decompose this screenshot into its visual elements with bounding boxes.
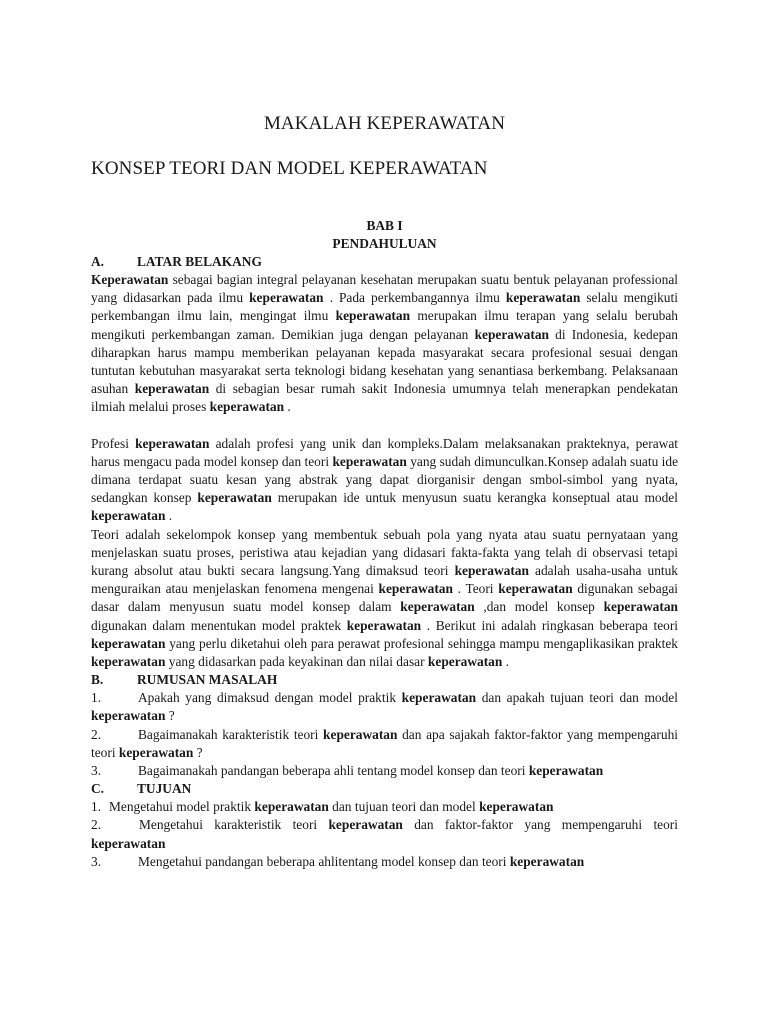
list-number: 1. — [91, 799, 102, 815]
text-run: digunakan sebagai dasar dalam menyusun suatu model konsep dalam — [91, 581, 678, 615]
text-run: . Pada perkembangannya ilmu — [329, 290, 500, 306]
keyword: keperawatan — [474, 326, 549, 342]
text-run: yang didasarkan pada keyakinan dan nilai dasar — [168, 654, 425, 670]
document-title: MAKALAH KEPERAWATAN — [263, 113, 506, 134]
paragraph-latar-belakang-2 — [91, 435, 678, 526]
text-run: di Indonesia, kedepan diharapkan harus mampu memberikan pelayanan kepada masyarakat secara profesional sesuai dengan tuntutan kebutuhan masyarakat serta teknologi bidang kesehatan yang senantiasa berkembang. Pelaksanaan asuhan — [91, 326, 678, 397]
keyword: keperawatan — [400, 599, 475, 615]
keyword: keperawatan — [134, 381, 210, 397]
list-number: 1. — [91, 690, 102, 706]
keyword: keperawatan — [197, 490, 272, 506]
keyword: keperawatan — [323, 726, 398, 742]
text-run: . Teori — [457, 581, 494, 597]
keyword: keperawatan — [335, 308, 411, 324]
text-run: merupakan ilmu terapan yang selalu berubah mengikuti perkembangan zaman. Demikian juga dengan pelayanan — [91, 308, 678, 342]
paragraph-latar-belakang-3 — [91, 526, 678, 672]
text-run: Bagaimanakah karakteristik teori — [138, 726, 319, 742]
keyword: keperawatan — [378, 581, 453, 597]
list-number: 3. — [91, 763, 102, 779]
keyword: keperawatan — [346, 617, 422, 633]
rumusan-item-1 — [91, 689, 678, 725]
text-run: dan tujuan teori dan model — [332, 799, 476, 815]
section-heading-tujuan — [91, 780, 678, 798]
document-body — [91, 100, 678, 871]
tujuan-item-2 — [91, 816, 678, 852]
section-heading-latar-belakang — [91, 253, 678, 271]
keyword: keperawatan — [505, 290, 581, 306]
keyword: keperawatan — [328, 817, 403, 833]
paragraph-latar-belakang-1 — [91, 271, 678, 417]
text-run: yang sudah dimunculkan.Konsep adalah suatu ide dimana terdapat suatu kesan yang abstrak yang dapat diorganisir dengan smbol-simbol yang nyata, sedangkan konsep — [91, 453, 679, 506]
text-run: Profesi — [91, 435, 129, 451]
section-title: RUMUSAN MASALAH — [137, 672, 278, 688]
text-run: yang perlu diketahui oleh para perawat profesional sehingga mampu mengaplikasikan praktek — [169, 635, 678, 651]
text-run: sebagai bagian integral pelayanan kesehatan merupakan suatu bentuk pelayanan professional yang didasarkan pada ilmu — [91, 272, 678, 306]
text-run: . Berikut ini adalah ringkasan beberapa teori — [426, 617, 679, 633]
text-run: merupakan ide untuk menyusun suatu kerangka konseptual atau model — [277, 490, 678, 506]
text-run: adalah profesi yang unik dan kompleks.Dalam melaksanakan prakteknya, perawat harus mengacu pada model konsep dan teori — [91, 435, 678, 469]
keyword: keperawatan — [91, 508, 166, 524]
section-title: LATAR BELAKANG — [137, 254, 262, 269]
text-run: dan faktor-faktor yang mempengaruhi teori — [414, 817, 678, 833]
tujuan-item-1 — [91, 798, 678, 816]
keyword: keperawatan — [332, 453, 407, 469]
document-subtitle: KONSEP TEORI DAN MODEL KEPERAWATAN — [91, 158, 488, 179]
keyword: keperawatan — [401, 690, 477, 706]
list-number: 3. — [91, 853, 102, 869]
text-run: digunakan dalam menentukan model praktek — [91, 617, 342, 633]
text-run: Teori adalah sekelompok konsep yang membentuk sebuah pola yang nyata atau suatu pernyataan yang menjelaskan suatu proses, peristiwa atau kejadian yang didasari fakta-fakta yang telah di observasi tetapi kurang absolut atau bukti secara langsung.Yang dimaksud teori — [91, 526, 678, 579]
text-run: Mengetahui model praktik — [109, 799, 252, 815]
keyword: keperawatan — [254, 799, 329, 815]
keyword: keperawatan — [427, 654, 503, 670]
keyword: keperawatan — [528, 763, 604, 779]
keyword: keperawatan — [91, 654, 166, 670]
list-number: 2. — [91, 817, 102, 833]
text-run: . — [505, 654, 510, 670]
chapter-title: PENDAHULUAN — [332, 236, 437, 251]
keyword: Keperawatan — [91, 272, 169, 287]
text-run: . — [168, 508, 173, 524]
section-letter: C. — [91, 781, 105, 797]
text-run: ? — [196, 744, 203, 760]
section-letter: B. — [91, 672, 104, 688]
tujuan-item-3 — [91, 853, 678, 871]
text-run: dan apa sajakah faktor-faktor yang mempengaruhi teori — [91, 726, 678, 760]
text-run: dan apakah tujuan teori dan model — [481, 690, 678, 706]
keyword: keperawatan — [479, 799, 554, 815]
text-run: ,dan model konsep — [483, 599, 595, 615]
blank-line — [91, 417, 678, 435]
keyword: keperawatan — [498, 581, 573, 597]
keyword: keperawatan — [91, 708, 166, 724]
rumusan-item-2 — [91, 726, 678, 762]
chapter-number: BAB I — [366, 218, 403, 233]
keyword: keperawatan — [91, 835, 166, 851]
keyword: keperawatan — [249, 290, 324, 306]
section-title: TUJUAN — [137, 781, 192, 797]
text-run: ? — [168, 708, 175, 724]
keyword: keperawatan — [603, 599, 678, 615]
list-number: 2. — [91, 726, 102, 742]
keyword: keperawatan — [209, 399, 285, 415]
text-run: Mengetahui pandangan beberapa ahlitentang model konsep dan teori — [138, 853, 507, 869]
section-letter: A. — [91, 254, 105, 269]
text-run: adalah usaha-usaha untuk menguraikan atau menjelaskan fenomena mengenai — [91, 563, 679, 597]
keyword: keperawatan — [454, 563, 529, 579]
text-run: Bagaimanakah pandangan beberapa ahli tentang model konsep dan teori — [138, 763, 526, 779]
keyword: keperawatan — [91, 635, 166, 651]
text-run: Apakah yang dimaksud dengan model praktik — [138, 690, 397, 706]
keyword: keperawatan — [135, 435, 210, 451]
rumusan-item-3 — [91, 762, 678, 780]
keyword: keperawatan — [509, 853, 585, 869]
text-run: Mengetahui karakteristik teori — [139, 817, 318, 833]
text-run: selalu mengikuti perkembangan ilmu lain, mengingat ilmu — [91, 290, 678, 324]
keyword: keperawatan — [118, 744, 194, 760]
text-run: . — [287, 399, 291, 415]
section-heading-rumusan-masalah — [91, 671, 678, 689]
text-run: di sebagian besar rumah sakit Indonesia umumnya telah menerapkan pendekatan ilmiah melalui proses — [91, 381, 678, 415]
